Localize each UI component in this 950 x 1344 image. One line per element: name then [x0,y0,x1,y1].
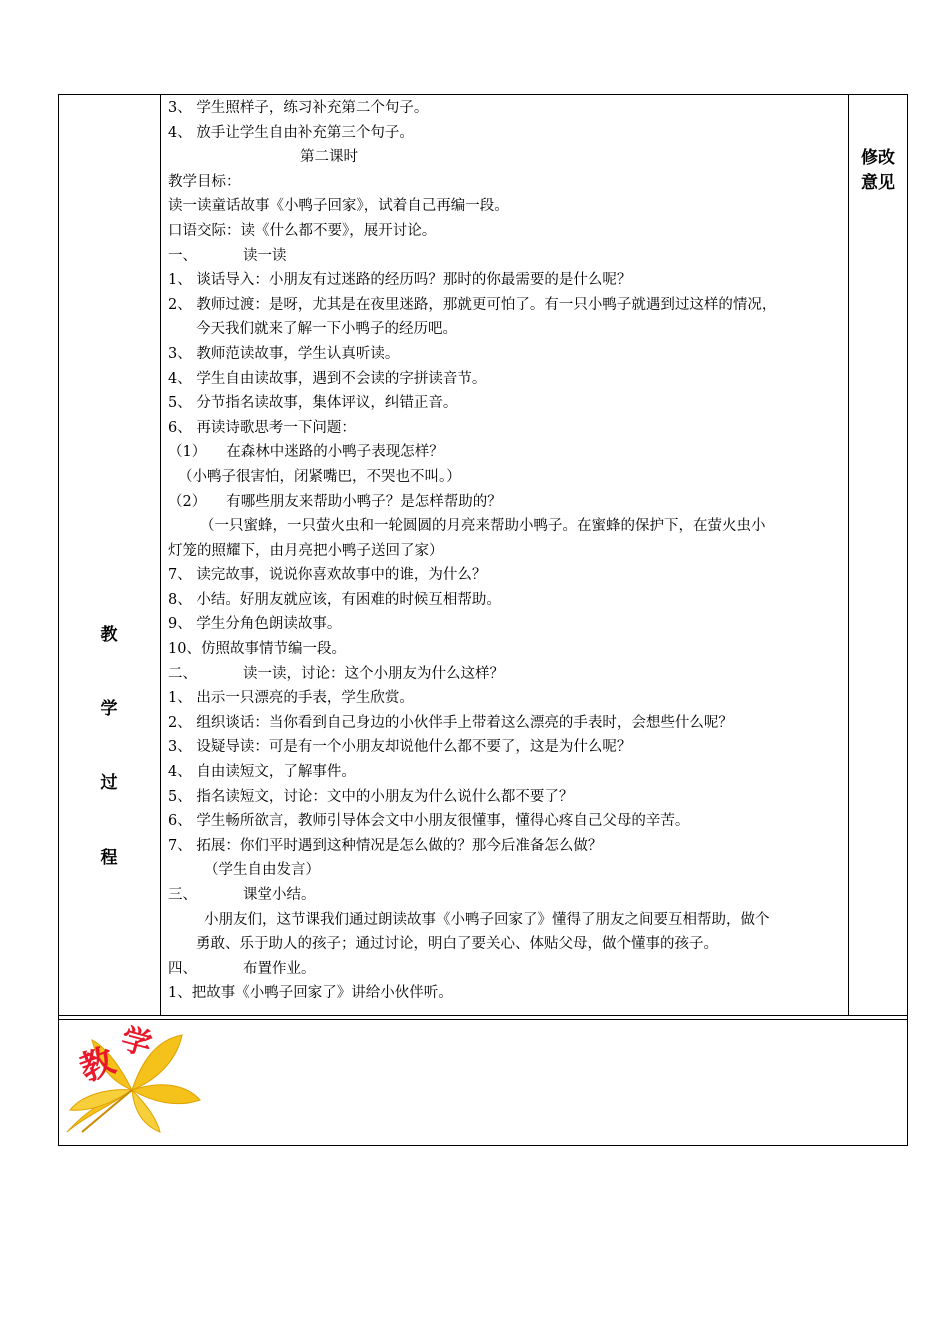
text-line [168,957,844,982]
text-line: 6、 再读诗歌思考一下问题： [168,419,356,436]
column-divider-right [848,94,849,1015]
summary-line: 小朋友们，这节课我们通过朗读故事《小鸭子回家了》懂得了朋友之间要互相帮助，做个 [204,911,770,928]
text-line: 1、 出示一只漂亮的手表，学生欣赏。 [168,690,414,707]
column-divider-left [160,94,161,1015]
text-line: 9、 学生分角色朗读故事。 [168,616,342,633]
text-line: 读一读童话故事《小鸭子回家》，试着自己再编一段。 [168,198,509,215]
section-heading: 布置作业。 [243,960,316,977]
text-line: 4、 学生自由读故事，遇到不会读的字拼读音节。 [168,370,487,387]
text-line: 5、 指名读短文，讨论：文中的小朋友为什么说什么都不要了？ [168,788,574,805]
section-number: 二、 [168,665,197,682]
revision-label-line1: 修改 [861,148,895,168]
text-line: 8、 小结。好朋友就应该，有困难的时候互相帮助。 [168,591,501,608]
text-line: 1、 谈话导入：小朋友有过迷路的经历吗？那时的你最需要的是什么呢？ [168,272,632,289]
text-line: 6、 学生畅所欲言，教师引导体会文中小朋友很懂事，懂得心疼自己父母的辛苦。 [168,813,690,830]
summary-line: 勇敢、乐于助人的孩子；通过讨论，明白了要关心、体贴父母，做个懂事的孩子。 [196,936,718,953]
label-char-3: 过 [100,773,118,793]
text-line: 4、 自由读短文，了解事件。 [168,764,356,781]
text-line: 3、 教师范读故事，学生认真听读。 [168,345,400,362]
section-title: 第二课时 [300,149,358,166]
answer-line: 灯笼的照耀下，由月亮把小鸭子送回了家） [168,542,444,559]
question-number: （2） [168,493,207,510]
question-text: 有哪些朋友来帮助小鸭子？是怎样帮助的？ [226,493,502,510]
text-line [168,662,844,687]
section-heading: 读一读，讨论：这个小朋友为什么这样？ [243,665,504,682]
text-line [168,440,844,465]
text-line: 3、 学生照样子，练习补充第二个句子。 [168,100,429,116]
svg-text:教: 教 [74,1040,121,1090]
text-line: 2、 组织谈话：当你看到自己身边的小伙伴手上带着这么漂亮的手表时，会想些什么呢？ [168,714,733,731]
text-line: 7、 拓展：你们平时遇到这种情况是怎么做的？那今后准备怎么做？ [168,837,603,854]
svg-text:学: 学 [117,1021,156,1064]
text-line [168,244,844,269]
text-line: （学生自由发言） [204,862,320,879]
section-number: 四、 [168,960,197,977]
text-line: 1、把故事《小鸭子回家了》讲给小伙伴听。 [168,985,453,1002]
text-line: 3、 设疑导读：可是有一个小朋友却说他什么都不要了，这是为什么呢？ [168,739,632,756]
section-heading: 课堂小结。 [243,887,316,903]
question-number: （1） [168,444,207,461]
answer-line: （一只蜜蜂，一只萤火虫和一轮圆圆的月亮来帮助小鸭子。在蜜蜂的保护下，在萤火虫小 [200,518,766,535]
lesson-content [168,96,844,1006]
leaf-logo [62,1020,202,1135]
revision-notes-header [848,146,908,196]
text-line: 7、 读完故事，说说你喜欢故事中的谁，为什么？ [168,567,487,584]
revision-label-line2: 意见 [861,173,895,193]
text-line: 4、 放手让学生自由补充第三个句子。 [168,124,414,141]
text-line: 2、 教师过渡：是呀，尤其是在夜里迷路，那就更可怕了。有一只小鸭子就遇到过这样的情况， [168,296,777,313]
text-line: 口语交际：读《什么都不要》，展开讨论。 [168,222,437,239]
question-text: 在森林中迷路的小鸭子表现怎样？ [226,444,444,461]
label-char-2: 学 [100,699,118,719]
text-line [168,490,844,515]
label-char-1: 教 [100,625,118,645]
text-line: 今天我们就来了解一下小鸭子的经历吧。 [196,321,457,338]
section-number: 三、 [168,887,197,903]
text-line: 10、仿照故事情节编一段。 [168,641,346,658]
label-char-4: 程 [100,848,118,868]
text-line [168,883,844,908]
text-line: 教学目标： [168,173,241,190]
section-number: 一、 [168,247,197,264]
section-heading: 读一读 [243,247,287,264]
row-divider [58,1015,908,1016]
text-line: 5、 分节指名读故事，集体评议，纠错正音。 [168,395,458,412]
answer-line: （小鸭子很害怕，闭紧嘴巴，不哭也不叫。） [178,468,461,485]
